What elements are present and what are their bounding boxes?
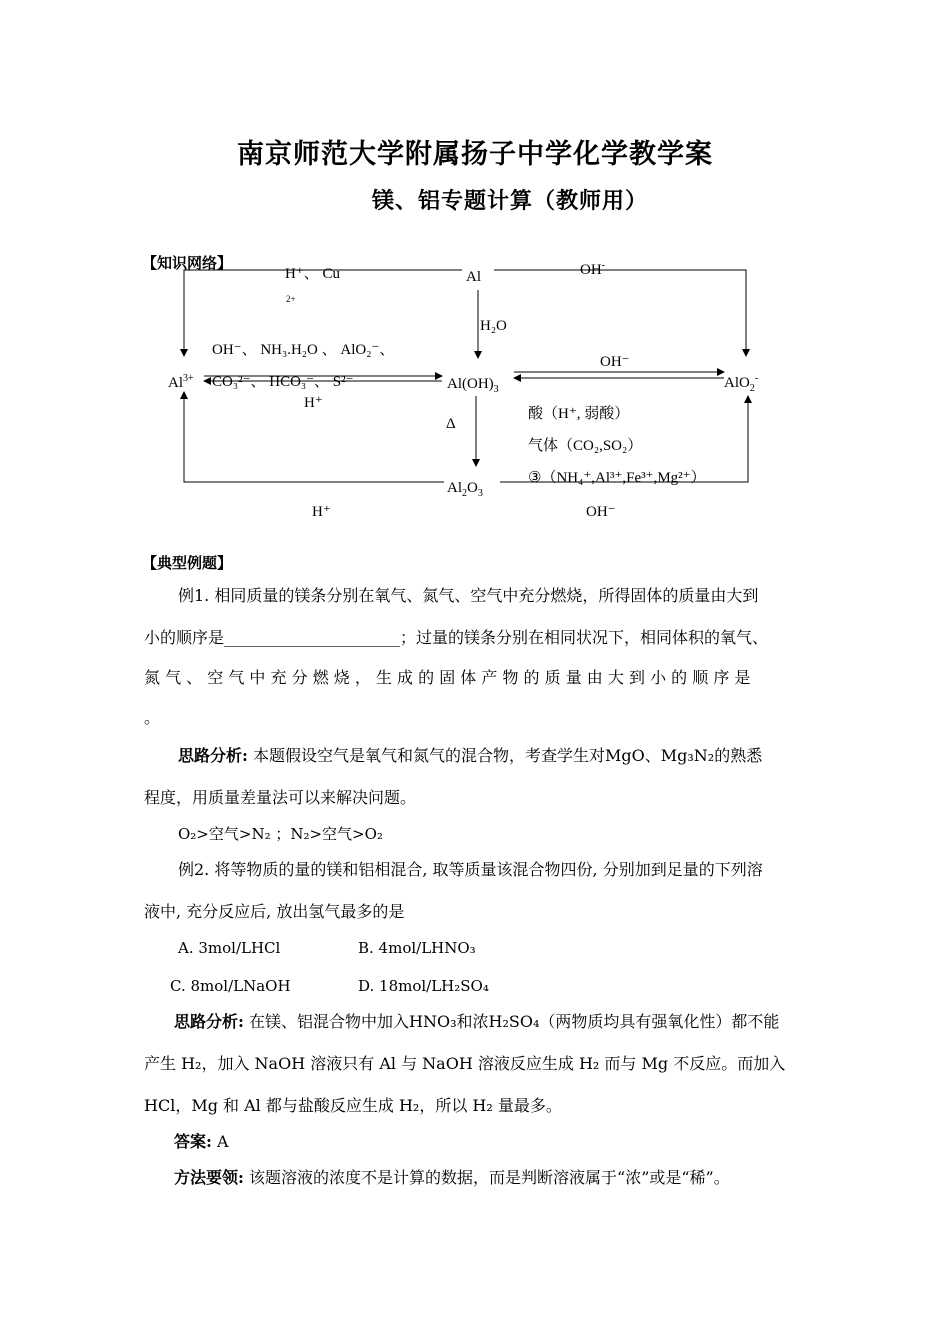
section-examples-heading: 【典型例题】 xyxy=(142,554,233,572)
example2-option-d: D. 18mol/LH₂SO₄ xyxy=(358,977,489,995)
example2-line1: 例2. 将等物质的量的镁和铝相混合, 取等质量该混合物四份, 分别加到足量的下列溶 xyxy=(178,860,763,879)
example2-analysis-line3: HCl，Mg 和 Al 都与盐酸反应生成 H₂，所以 H₂ 量最多。 xyxy=(144,1096,562,1115)
label-salts: ③（NH₄⁺,Al³⁺,Fe³⁺,Mg²⁺） xyxy=(528,470,706,486)
example2-option-a: A. 3mol/LHCl xyxy=(178,939,281,957)
example2-analysis-line2: 产生 H₂，加入 NaOH 溶液只有 Al 与 NaOH 溶液反应生成 H₂ 而与 Mg 不反应。而加入 xyxy=(144,1054,786,1073)
label-h2o: H₂O xyxy=(480,318,507,334)
label-anions: CO₃²⁻、 HCO₃⁻、 S²⁻ xyxy=(212,374,354,390)
node-al: Al xyxy=(466,269,481,285)
label-h-bottom: H⁺ xyxy=(312,504,331,520)
label-bases: OH⁻、 NH₃.H₂O 、 AlO₂⁻、 xyxy=(212,342,395,358)
example2-method: 方法要领: 该题溶液的浓度不是计算的数据，而是判断溶液属于“浓”或是“稀”。 xyxy=(174,1168,730,1187)
node-alo2: AlO$_2$- xyxy=(724,373,759,394)
label-oh-bottom: OH⁻ xyxy=(586,504,616,520)
example2-option-c: C. 8mol/LNaOH xyxy=(170,977,291,995)
page-subtitle: 镁、铝专题计算（教师用） xyxy=(372,188,649,214)
node-al2o3: $Al_2O_3$ xyxy=(447,480,483,499)
example2-answer: 答案: A xyxy=(174,1132,229,1151)
label-h-cu: H⁺、 Cu xyxy=(285,266,341,282)
example2-option-b: B. 4mol/LHNO₃ xyxy=(358,939,476,957)
label-oh-top: OH- xyxy=(580,260,606,278)
arrow-al-to-alo2 xyxy=(494,270,746,356)
example1-answer: O₂>空气>N₂ ；N₂>空气>O₂ xyxy=(178,825,383,843)
node-aloh3: $Al(OH)_3$ xyxy=(447,376,499,395)
example1-analysis-line2: 程度，用质量差量法可以来解决问题。 xyxy=(144,788,417,807)
example1-line1: 例1. 相同质量的镁条分别在氧气、氮气、空气中充分燃烧，所得固体的质量由大到 xyxy=(178,586,759,605)
example1-line3: 氮 气 、 空 气 中 充 分 燃 烧 ， 生 成 的 固 体 产 物 的 质 量 由 大 到 小 的 顺 序 是 xyxy=(144,668,751,687)
label-oh-mid: OH⁻ xyxy=(600,354,630,370)
example1-analysis-line1: 思路分析: 本题假设空气是氧气和氮气的混合物，考查学生对MgO、Mg₃N₂的熟悉 xyxy=(178,746,763,765)
label-delta: Δ xyxy=(446,416,456,432)
example1-line4: 。 xyxy=(144,708,161,727)
section-network-heading: 【知识网络】 xyxy=(142,254,233,272)
label-acid: 酸（H⁺, 弱酸） xyxy=(528,406,630,422)
label-cu-charge: 2+ xyxy=(286,294,296,304)
example2-analysis-line1: 思路分析: 在镁、铝混合物中加入HNO₃和浓H₂SO₄（两物质均具有强氧化性）都不能 xyxy=(174,1012,780,1031)
label-h-mid: H⁺ xyxy=(304,395,323,411)
example2-line2: 液中, 充分反应后, 放出氢气最多的是 xyxy=(144,902,405,921)
node-al3: $Al^{3+}$ xyxy=(168,373,194,391)
example1-line2: 小的顺序是______________________；过量的镁条分别在相同状况下，相同体积的氧气、 xyxy=(144,628,769,647)
label-gas: 气体（CO₂,SO₂） xyxy=(528,438,643,454)
page-title: 南京师范大学附属扬子中学化学教学案 xyxy=(237,139,713,170)
